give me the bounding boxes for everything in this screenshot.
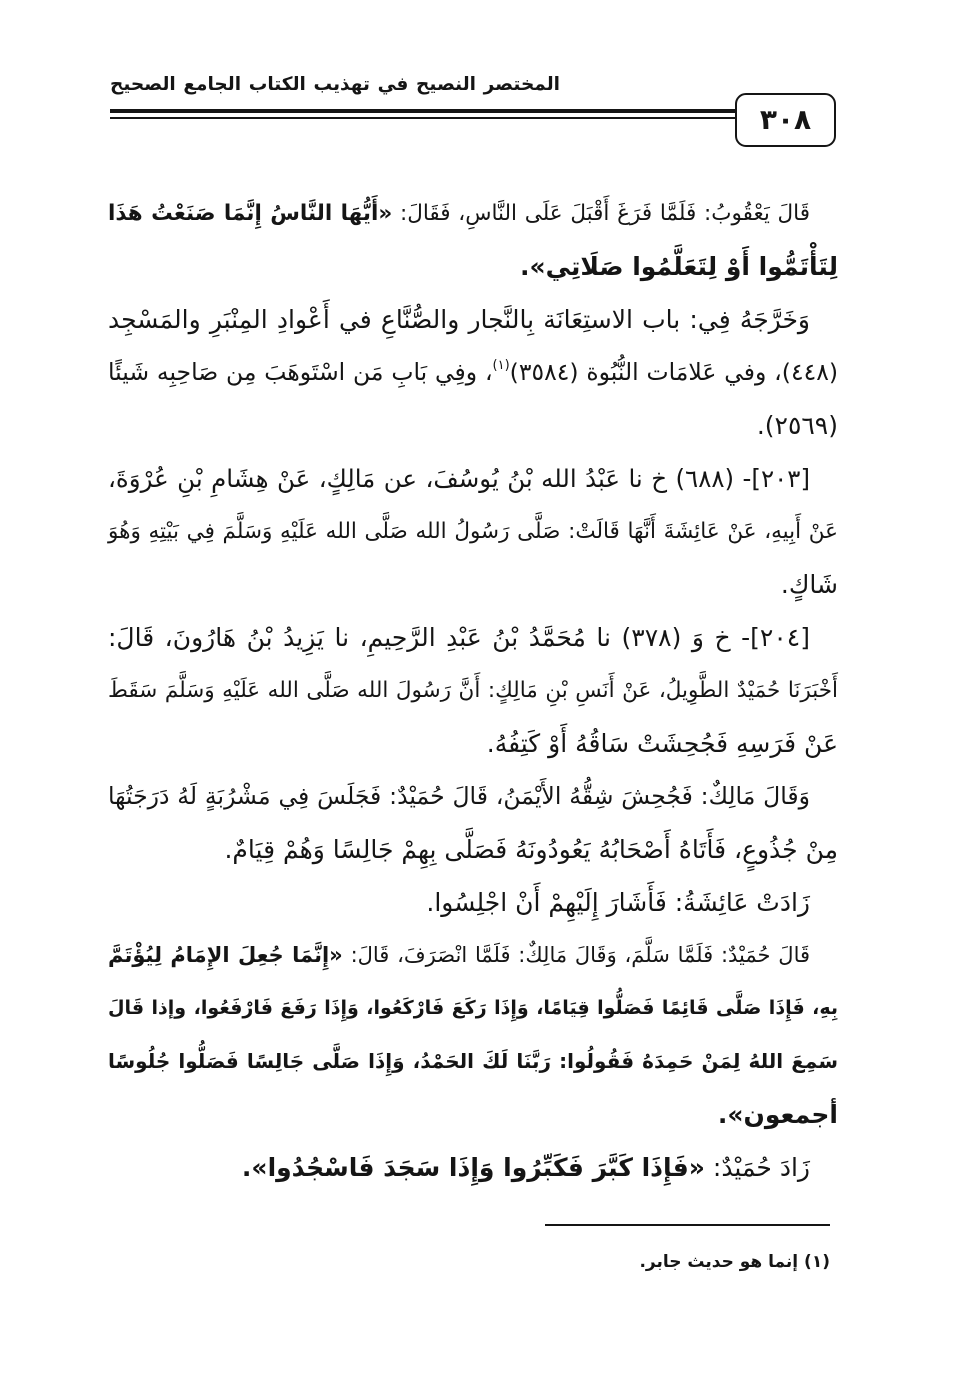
quoted-speech: «أَيُّهَا النَّاسُ إِنَّمَا صَنَعْتُ هَذَا bbox=[108, 201, 393, 226]
page-number: ٣٠٨ bbox=[759, 103, 812, 136]
text-line bbox=[108, 452, 838, 505]
line-text: شَاكٍ. bbox=[780, 570, 838, 599]
line-text: وَقَالَ مَالِكٌ: فَجُحِشَ شِقُّهُ الأَيْمَنُ، قَالَ حُمَيْدٌ: فَجَلَسَ فِي مَشْرُبَةٍ لَهُ دَرَجَتُهَا bbox=[108, 782, 810, 810]
line-text: وَخَرَّجَهُ فِي: باب الاستِعَانَة بِالنَّجار والصُّنَّاعِ في أَعْوادِ المِنْبَرِ والمَسْجِد bbox=[108, 305, 810, 334]
line-text: زَادَ حُمَيْدٌ: bbox=[712, 1153, 810, 1182]
text-line bbox=[108, 240, 838, 293]
text-line bbox=[108, 558, 838, 611]
text-line bbox=[108, 876, 838, 929]
line-text: [٢٠٤]- خ وَ (٣٧٨) نا مُحَمَّدُ بْنُ عَبْدِ الرَّحِيمِ، نا يَزِيدُ بْنُ هَارُونَ، قَالَ: bbox=[108, 623, 810, 652]
line-text: قَالَ يَعْقُوبُ: فَلَمَّا فَرَغَ أَقْبَلَ عَلَى النَّاسِ، فَقَالَ: bbox=[399, 201, 810, 226]
header-rule-thin bbox=[110, 117, 737, 119]
text-line bbox=[108, 293, 838, 346]
footnote: (١) إنما هو حديث جابر. bbox=[639, 1252, 830, 1272]
quoted-speech: سَمِعَ اللهُ لِمَنْ حَمِدَهُ فَقُولُوا: رَبَّنَا لَكَ الحَمْدُ، وَإِذَا صَلَّى جَالِسًا فَصَلُّوا جُلُوسًا bbox=[108, 1049, 838, 1073]
text-line bbox=[108, 1035, 838, 1088]
line-text: عَنْ فَرَسِهِ فَجُحِشَتْ سَاقُهُ أَوْ كَتِفُهُ. bbox=[486, 729, 838, 758]
quoted-speech: بِهِ، فَإِذَا صَلَّى قَائِمًا فَصَلُّوا قِيَامًا، وَإِذَا رَكَعَ فَارْكَعُوا، وَإِذَا رَفَعَ فَارْفَعُوا، وإذا قَالَ bbox=[108, 997, 838, 1019]
text-line bbox=[108, 717, 838, 770]
main-text bbox=[108, 187, 838, 1194]
footnote-separator bbox=[545, 1224, 830, 1226]
paragraph bbox=[108, 187, 838, 293]
text-line bbox=[108, 611, 838, 664]
page-number-box bbox=[735, 93, 836, 147]
footnote-ref: (١) bbox=[492, 358, 510, 373]
line-text: (٤٤٨)، وفي عَلامَات النُّبُوة (٣٥٨٤) bbox=[509, 358, 838, 386]
text-line bbox=[108, 823, 838, 876]
quoted-speech: أجمعون». bbox=[717, 1100, 838, 1129]
paragraph bbox=[108, 929, 838, 1141]
text-line bbox=[108, 770, 838, 823]
book-title: المختصر النصيح في تهذيب الكتاب الجامع الصحيح bbox=[110, 74, 560, 95]
paragraph bbox=[108, 876, 838, 929]
header-rule-thick bbox=[110, 109, 737, 113]
paragraph bbox=[108, 611, 838, 770]
line-text: قَالَ حُمَيْدٌ: فَلَمَّا سَلَّمَ، وَقَالَ مَالِكٌ: فَلَمَّا انْصَرَفَ، قَالَ: bbox=[350, 943, 811, 967]
text-line bbox=[108, 929, 838, 982]
quoted-speech: لِتَأْتَمُّوا أَوْ لِتَعَلَّمُوا صَلَاتِي». bbox=[520, 252, 838, 281]
line-text: مِنْ جُذُوعٍ، فَأَتَاهُ أَصْحَابُهُ يَعُودُونَهُ فَصَلَّى بِهِمْ جَالِسًا وَهُمْ قِيَامٌ. bbox=[224, 835, 838, 864]
text-line bbox=[108, 399, 838, 452]
line-text: زَادَتْ عَائِشَةُ: فَأَشَارَ إِلَيْهِمْ أَنْ اجْلِسُوا. bbox=[426, 888, 810, 917]
line-text: (٢٥٦٩). bbox=[756, 411, 838, 440]
paragraph bbox=[108, 293, 838, 452]
text-line bbox=[108, 187, 838, 240]
paragraph bbox=[108, 452, 838, 611]
line-text: عَنْ أَبِيهِ، عَنْ عَائِشَةَ أَنَّهَا قَالَتْ: صَلَّى رَسُولُ الله صَلَّى الله عَلَيْهِ وَسَلَّمَ فِي بَيْتِهِ وَهُوَ bbox=[108, 519, 838, 544]
text-line bbox=[108, 982, 838, 1035]
text-line bbox=[108, 346, 838, 399]
line-text: ، وفِي بَابِ مَن اسْتَوهَبَ مِن صَاحِبِه شَيئًا bbox=[108, 358, 493, 386]
line-text: أَخْبَرَنَا حُمَيْدٌ الطَّوِيلُ، عَنْ أَنَسِ بْنِ مَالِكٍ: أَنَّ رَسُولَ الله صَلَّى الله عَلَيْهِ وَسَلَّمَ سَقَطَ bbox=[108, 678, 838, 703]
text-line bbox=[108, 505, 838, 558]
line-text: [٢٠٣]- (٦٨٨) خ نا عَبْدُ الله بْنُ يُوسُفَ، عن مَالِكٍ، عَنْ هِشَامِ بْنِ عُرْوَةَ، bbox=[108, 464, 810, 493]
text-line bbox=[108, 1141, 838, 1194]
quoted-speech: «إِنَّمَا جُعِلَ الإِمَامُ لِيُؤْتَمَّ bbox=[108, 943, 343, 967]
quoted-speech: «فَإِذَا كَبَّرَ فَكَبِّرُوا وَإِذَا سَجَدَ فَاسْجُدُوا». bbox=[241, 1153, 705, 1182]
text-line bbox=[108, 1088, 838, 1141]
paragraph bbox=[108, 770, 838, 876]
text-line bbox=[108, 664, 838, 717]
paragraph bbox=[108, 1141, 838, 1194]
